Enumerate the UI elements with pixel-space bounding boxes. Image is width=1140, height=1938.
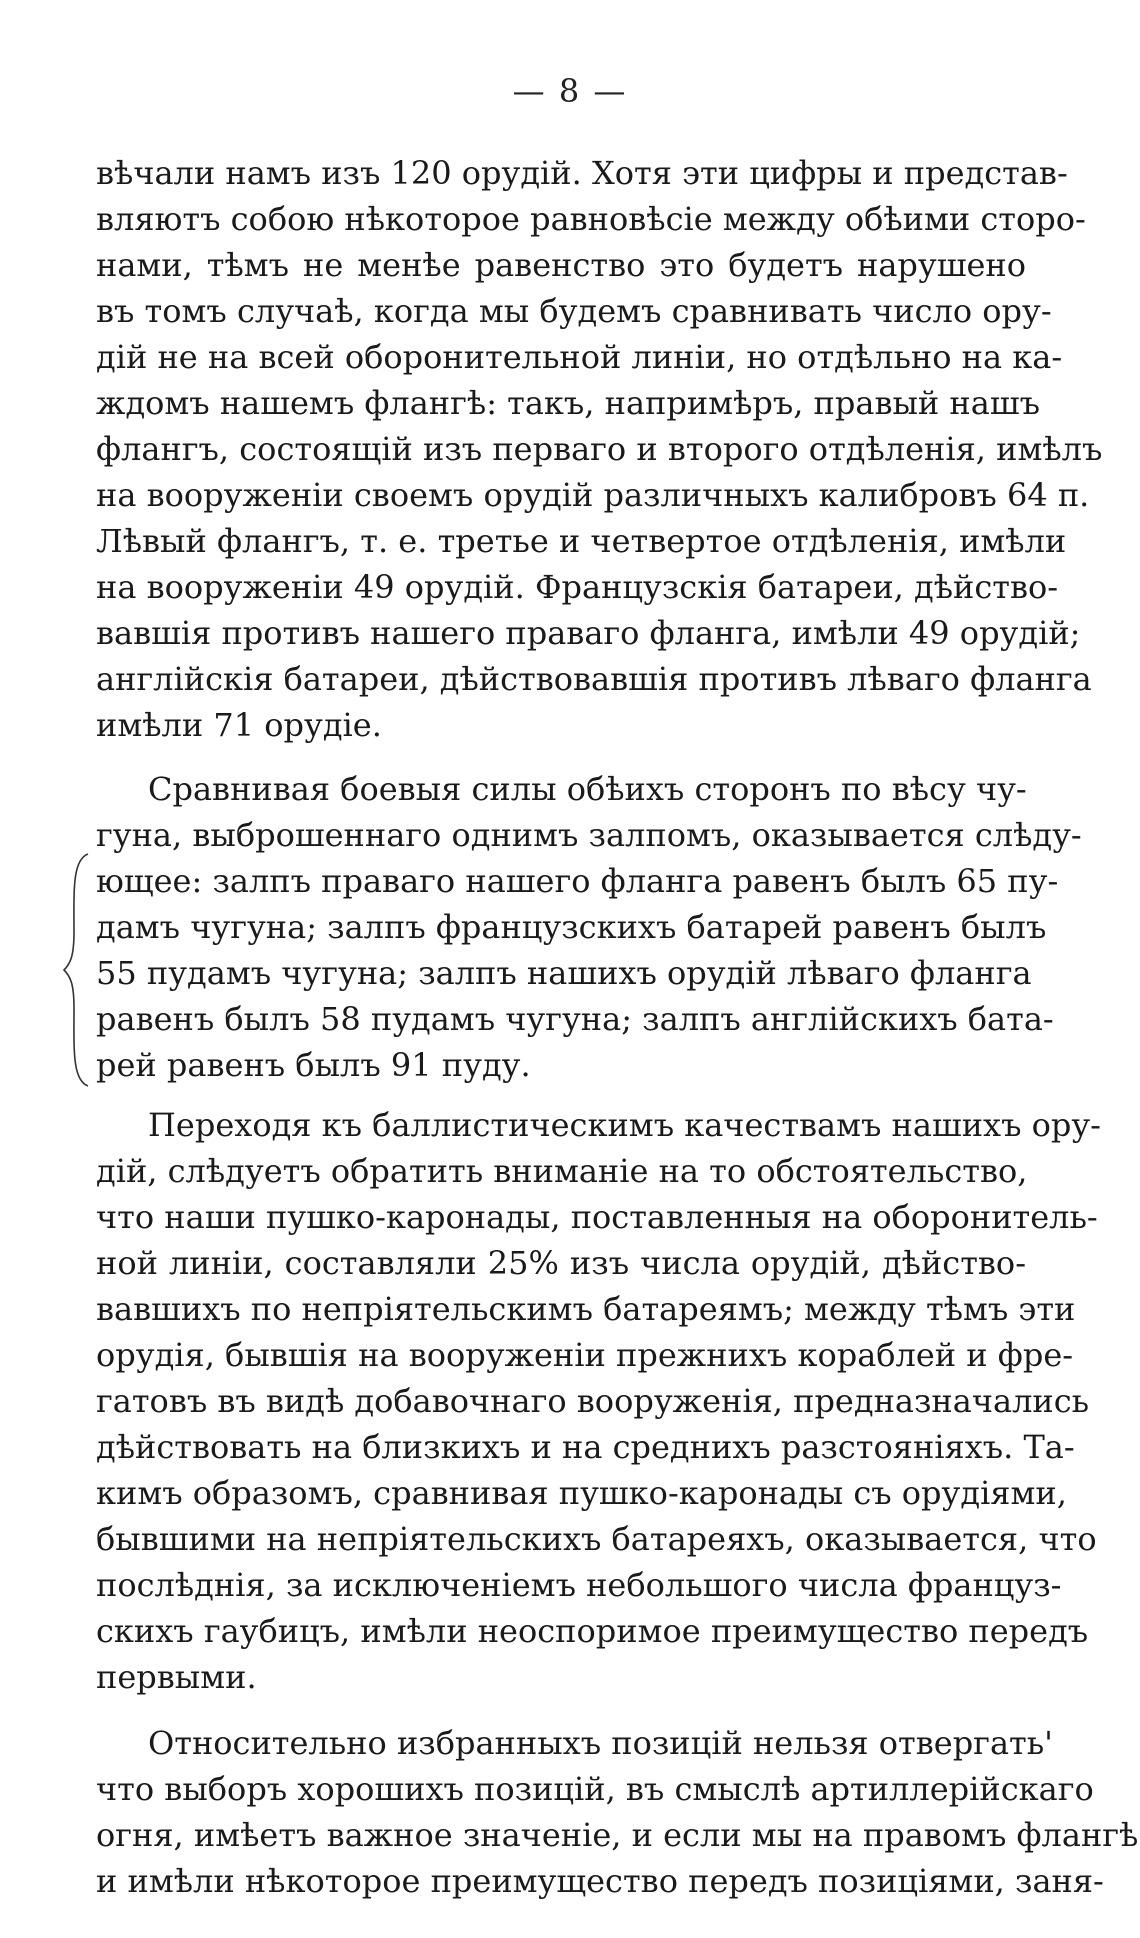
text-line: вавшихъ по непріятельскимъ батареямъ; между тѣмъ эти (96, 1290, 1076, 1328)
text-line: рей равенъ былъ 91 пуду. (96, 1046, 531, 1084)
text-line: и имѣли нѣкоторое преимущество передъ позиціями, заня- (96, 1862, 1104, 1900)
text-line: Переходя къ баллистическимъ качествамъ нашихъ ору- (148, 1106, 1101, 1144)
text-line: англійскія батареи, дѣйствовавшія противъ лѣваго фланга (96, 660, 1092, 698)
text-line: орудія, бывшія на вооруженіи прежнихъ кораблей и фре- (96, 1336, 1074, 1374)
text-line: скихъ гаубицъ, имѣли неоспоримое преимущество передъ (96, 1612, 1089, 1650)
text-line: имѣли 71 орудіе. (96, 706, 382, 744)
text-line: нами, тѣмъ не менѣе равенство это будетъ нарушено (96, 246, 1026, 284)
text-line: Относительно избранныхъ позицій нельзя отвергать' (148, 1724, 1053, 1762)
text-line: гуна, выброшеннаго однимъ залпомъ, оказывается слѣду- (96, 816, 1082, 854)
text-line: на вооруженіи 49 орудій. Французскія батареи, дѣйство- (96, 568, 1059, 606)
text-line: Лѣвый флангъ, т. е. третье и четвертое отдѣленія, имѣли (96, 522, 1067, 560)
page-number-header: — 8 — (512, 72, 628, 110)
text-line: вавшія противъ нашего праваго фланга, имѣли 49 орудій; (96, 614, 1081, 652)
paragraph-1 (96, 150, 1103, 748)
text-line: что выборъ хорошихъ позицій, въ смыслѣ артиллерійскаго (96, 1770, 1094, 1808)
text-line: дій, слѣдуетъ обратить вниманіе на то обстоятельство, (96, 1152, 1028, 1190)
margin-brace-mark (62, 852, 92, 1088)
text-line: въ томъ случаѣ, когда мы будемъ сравнивать число ору- (96, 292, 1052, 330)
text-line: на вооруженіи своемъ орудій различныхъ калибровъ 64 п. (96, 476, 1090, 514)
text-line: первыми. (96, 1658, 257, 1696)
paragraph-2 (96, 766, 1082, 1088)
paragraph-4 (96, 1720, 1139, 1904)
text-line: Сравнивая боевыя силы обѣихъ сторонъ по вѣсу чу- (148, 770, 1027, 808)
text-line: гатовъ въ видѣ добавочнаго вооруженія, предназначались (96, 1382, 1090, 1420)
text-line: вляютъ собою нѣкоторое равновѣсіе между обѣими сторо- (96, 200, 1086, 238)
text-line: равенъ былъ 58 пудамъ чугуна; залпъ англійскихъ бата- (96, 1000, 1054, 1038)
text-line: ждомъ нашемъ флангѣ: такъ, напримѣръ, правый нашъ (96, 384, 1040, 422)
text-line: кимъ образомъ, сравнивая пушко-каронады съ орудіями, (96, 1474, 1067, 1512)
text-line: флангъ, состоящій изъ перваго и второго отдѣленія, имѣлъ (96, 430, 1103, 468)
text-line: дій не на всей оборонительной линіи, но отдѣльно на ка- (96, 338, 1063, 376)
text-line: огня, имѣетъ важное значеніе, и если мы на правомъ флангѣ (96, 1816, 1139, 1854)
text-line: послѣднія, за исключеніемъ небольшого числа француз- (96, 1566, 1062, 1604)
text-line: ющее: залпъ праваго нашего фланга равенъ былъ 65 пу- (96, 862, 1059, 900)
text-line: дамъ чугуна; залпъ французскихъ батарей равенъ былъ (96, 908, 1047, 946)
text-line: что наши пушко-каронады, поставленныя на оборонитель- (96, 1198, 1098, 1236)
paragraph-3 (96, 1102, 1101, 1700)
text-line: бывшими на непріятельскихъ батареяхъ, оказывается, что (96, 1520, 1097, 1558)
text-line: ной линіи, составляли 25% изъ числа орудій, дѣйство- (96, 1244, 1026, 1282)
text-line: вѣчали намъ изъ 120 орудій. Хотя эти цифры и представ- (96, 154, 1068, 192)
text-line: дѣйствовать на близкихъ и на среднихъ разстояніяхъ. Та- (96, 1428, 1075, 1466)
text-line: 55 пудамъ чугуна; залпъ нашихъ орудій лѣваго фланга (96, 954, 1032, 992)
